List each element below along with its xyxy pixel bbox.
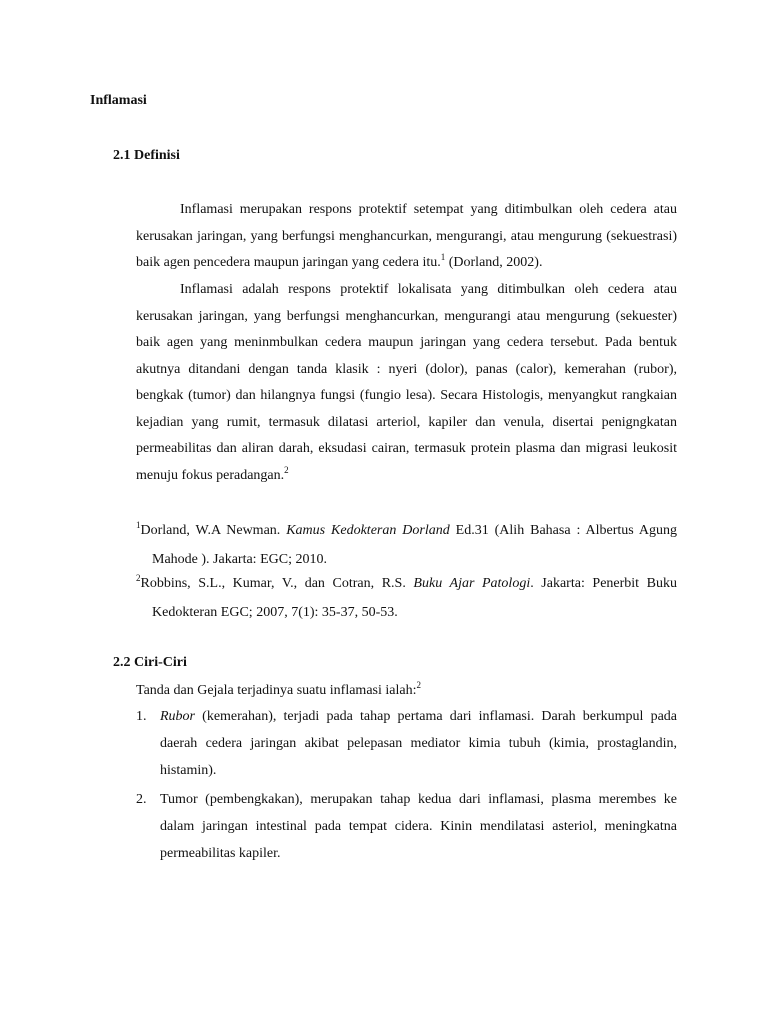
paragraph-definition-1 [136, 197, 677, 277]
footnote-marker: 2 [416, 680, 421, 690]
paragraph-text: Inflamasi merupakan respons protektif setempat yang ditimbulkan oleh cedera atau kerusakan jaringan, yang berfungsi menghancurkan, mengurangi, atau mengurung (sekuestrasi) baik agen pencedera maupun jaringan yang cedera itu. [136, 202, 677, 270]
reference-number: 2 [136, 573, 141, 583]
paragraph-text: Inflamasi adalah respons protektif lokalisata yang ditimbulkan oleh cedera atau kerusakan jaringan, yang berfungsi menghancurkan, mengurangi atau mengurung (sekuester) baik agen yang meninmbulkan cedera maupun jaringan yang cedera tersebut. Pada bentuk akutnya ditandani dengan tanda klasik : nyeri (dolor), panas (calor), kemerahan (rubor), bengkak (tumor) dan hilangnya fungsi (fungio lesa). Secara Histologis, menyangkut rangkaian kejadian yang rumit, termasuk dilatasi arteriol, kapiler dan venula, disertai penigngkatan permeabilitas dan aliran darah, eksudasi cairan, termasuk protein plasma dan migrasi leukosit menuju fokus peradangan. [136, 282, 677, 483]
paragraph-definition-2 [136, 277, 677, 489]
section-heading-definisi: 2.1 Definisi [113, 148, 180, 163]
reference-2 [136, 569, 677, 627]
reference-number: 1 [136, 520, 141, 530]
citation-text: (Dorland, 2002). [445, 255, 543, 270]
list-item-text: Tumor (pembengkakan), merupakan tahap kedua dari inflamasi, plasma merembes ke dalam jaringan intestinal pada tempat cidera. Kinin mendilatasi asteriol, meningkatna permeabilitas kapiler. [160, 792, 677, 861]
reference-book-title: Buku Ajar Patologi [413, 576, 531, 591]
list-item [136, 786, 677, 867]
intro-text: Tanda dan Gejala terjadinya suatu inflamasi ialah: [136, 683, 417, 698]
reference-authors: Robbins, S.L., Kumar, V., dan Cotran, R.S. [140, 576, 414, 591]
section-heading-ciri-ciri: 2.2 Ciri-Ciri [113, 655, 187, 670]
reference-details: Ed.31 (Alih Bahasa : Albertus Agung Mahode ). Jakarta: EGC; 2010. [152, 523, 677, 567]
signs-list [136, 703, 677, 867]
list-number: 2. [136, 792, 147, 807]
list-intro [136, 678, 421, 704]
footnote-marker: 2 [284, 464, 289, 475]
reference-1 [136, 516, 677, 574]
reference-book-title: Kamus Kedokteran Dorland [286, 523, 450, 538]
list-number: 1. [136, 709, 147, 724]
footnote-marker: 1 [440, 252, 446, 262]
list-item [136, 703, 677, 784]
list-item-term: Rubor [160, 709, 195, 724]
reference-details: . Jakarta: Penerbit Buku Kedokteran EGC; 2007, 7(1): 35-37, 50-53. [152, 576, 677, 620]
list-item-text: (kemerahan), terjadi pada tahap pertama dari inflamasi. Darah berkumpul pada daerah cedera jaringan akibat pelepasan mediator kimia tubuh (kimia, prostaglandin, histamin). [160, 709, 677, 778]
document-title: Inflamasi [90, 93, 147, 108]
reference-authors: Dorland, W.A Newman. [140, 523, 287, 538]
